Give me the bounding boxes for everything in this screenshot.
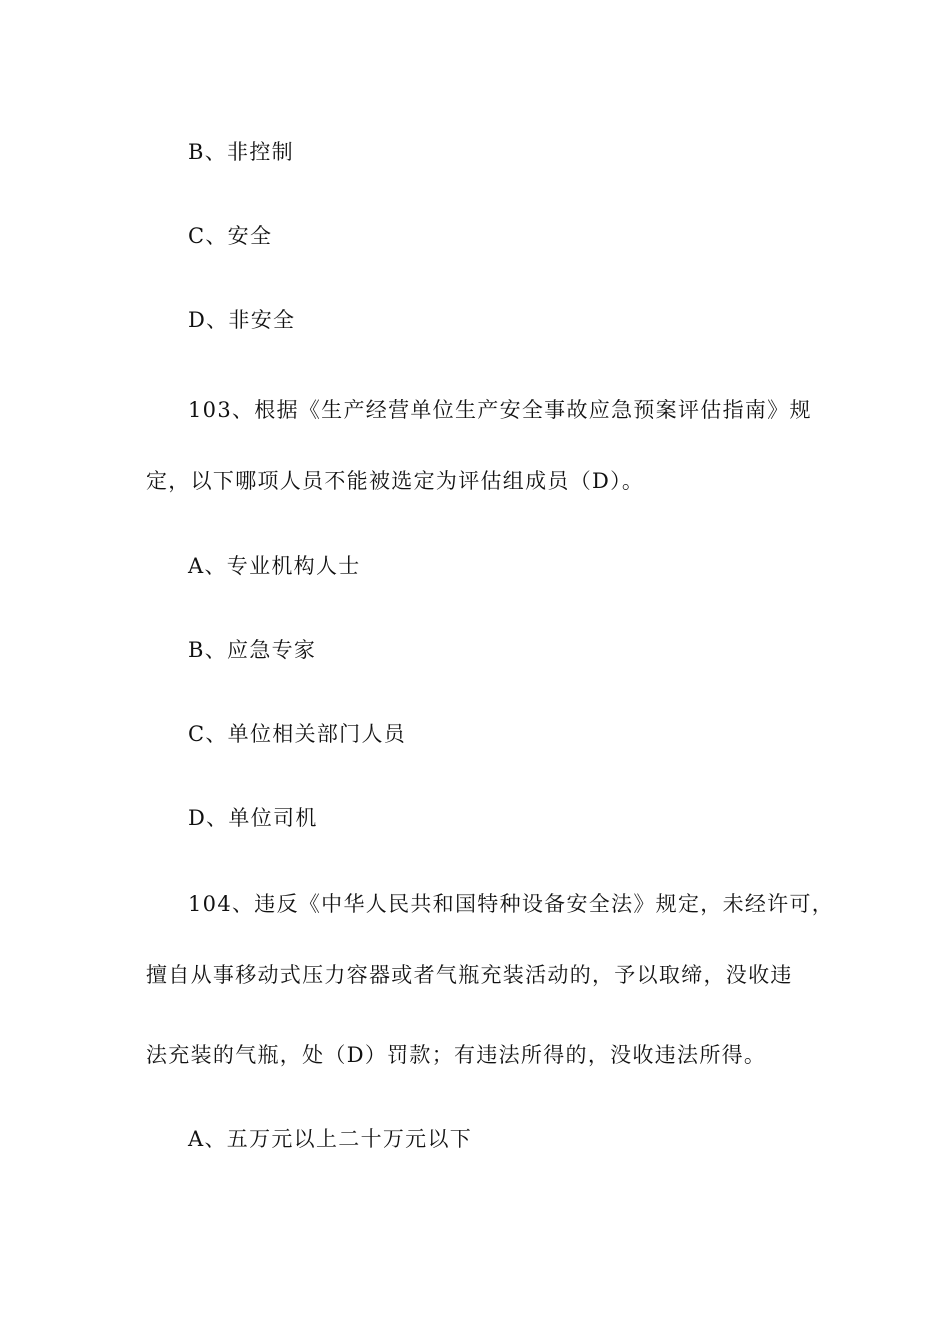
q103-stem-line-1: 103、根据《生产经营单位生产安全事故应急预案评估指南》规 <box>188 398 812 422</box>
q104-stem-line-3: 法充装的气瓶，处（D）罚款；有违法所得的，没收违法所得。 <box>146 1043 767 1067</box>
q104-option-a: A、五万元以上二十万元以下 <box>188 1127 473 1151</box>
q103-option-a: A、专业机构人士 <box>188 554 361 578</box>
q103-stem-line-2: 定，以下哪项人员不能被选定为评估组成员（D）。 <box>146 469 645 493</box>
q103-option-d: D、单位司机 <box>188 806 318 830</box>
q103-option-c: C、单位相关部门人员 <box>188 722 407 746</box>
q102-option-b: B、非控制 <box>188 140 294 164</box>
q103-option-b: B、应急专家 <box>188 638 317 662</box>
q104-stem-line-1: 104、违反《中华人民共和国特种设备安全法》规定，未经许可， <box>188 892 835 916</box>
q104-stem-line-2: 擅自从事移动式压力容器或者气瓶充装活动的，予以取缔，没收违 <box>146 963 793 987</box>
q102-option-d: D、非安全 <box>188 308 296 332</box>
q102-option-c: C、安全 <box>188 224 273 248</box>
